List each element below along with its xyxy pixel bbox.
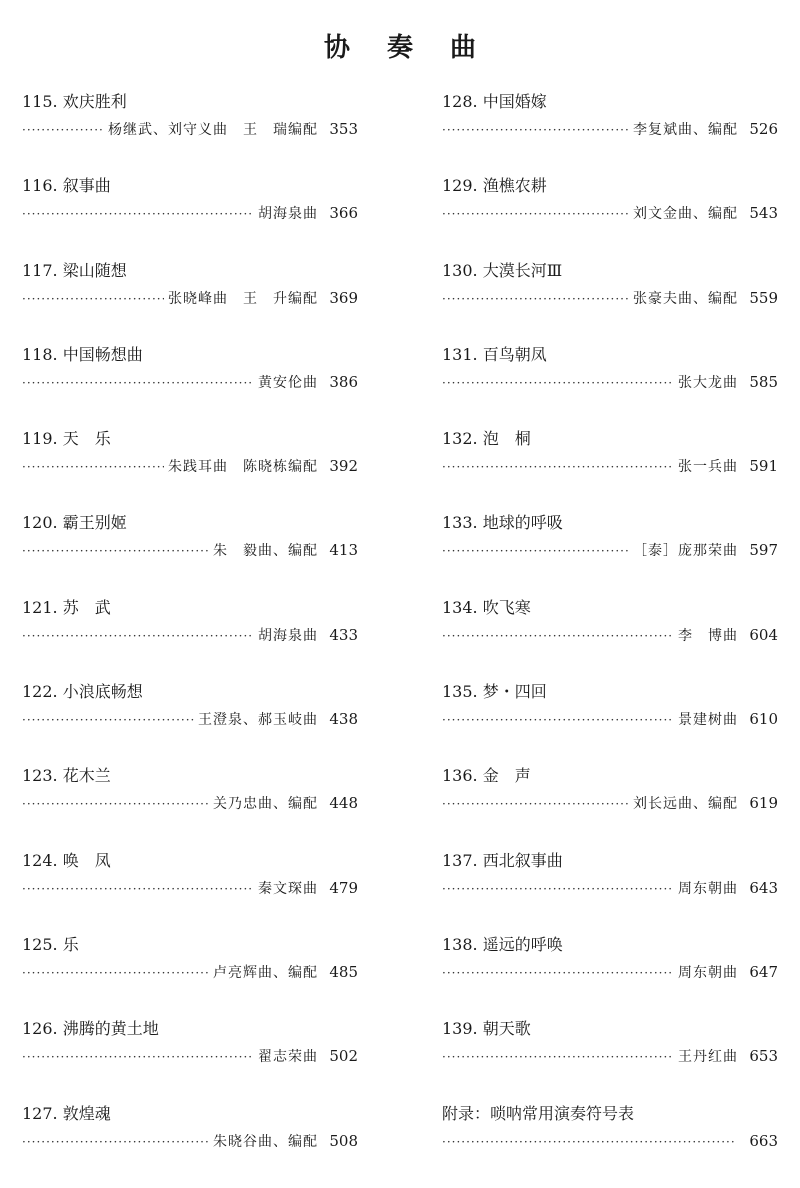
dot-leader xyxy=(442,118,629,142)
entry-credit: 胡海泉曲 xyxy=(258,627,318,644)
entry-page-number: 386 xyxy=(329,372,358,391)
toc-entry[interactable] xyxy=(22,764,358,848)
toc-entry[interactable] xyxy=(22,427,358,511)
page-title: 协 奏 曲 xyxy=(323,33,491,63)
entry-title: 116. 叙事曲 xyxy=(22,176,111,196)
entry-title: 121. 苏 武 xyxy=(22,597,111,617)
entry-page-number: 369 xyxy=(329,288,358,307)
entry-title: 129. 渔樵农耕 xyxy=(442,176,547,196)
entry-page-number: 366 xyxy=(329,204,358,223)
entry-line xyxy=(22,538,358,562)
entry-page-number: 653 xyxy=(749,1047,778,1066)
entry-credit: 景建树曲 xyxy=(678,712,738,729)
entry-page-number: 392 xyxy=(329,457,358,476)
entry-line xyxy=(442,1129,778,1153)
entry-page-number: 448 xyxy=(329,794,358,813)
toc-entry[interactable] xyxy=(22,849,358,933)
entry-line xyxy=(22,707,358,731)
entry-page-number: 647 xyxy=(749,962,778,981)
dot-leader xyxy=(442,539,629,563)
dot-leader xyxy=(22,118,104,142)
toc-entry[interactable] xyxy=(22,259,358,343)
toc-entry[interactable] xyxy=(442,174,778,258)
entry-credit: 秦文琛曲 xyxy=(258,880,318,897)
entry-line xyxy=(442,791,778,815)
toc-entry[interactable] xyxy=(442,90,778,174)
toc-entry[interactable] xyxy=(22,1102,358,1186)
entry-line xyxy=(22,370,358,394)
entry-page-number: 591 xyxy=(749,457,778,476)
dot-leader xyxy=(442,455,674,479)
entry-credit: 张大龙曲 xyxy=(678,374,738,391)
toc-entry[interactable] xyxy=(442,1017,778,1101)
entry-credit: 翟志荣曲 xyxy=(258,1049,318,1066)
entry-line xyxy=(22,117,358,141)
entry-title: 133. 地球的呼吸 xyxy=(442,513,563,533)
entry-title: 126. 沸腾的黄土地 xyxy=(22,1019,159,1039)
entry-credit: 周东朝曲 xyxy=(678,964,738,981)
entry-credit: ［泰］庞那荣曲 xyxy=(633,543,738,560)
entry-line xyxy=(442,960,778,984)
entry-page-number: 663 xyxy=(749,1131,778,1150)
entry-title: 137. 西北叙事曲 xyxy=(442,850,563,870)
dot-leader xyxy=(442,371,674,395)
entry-page-number: 643 xyxy=(749,878,778,897)
entry-title: 124. 唤 凤 xyxy=(22,850,111,870)
toc-entry[interactable] xyxy=(22,680,358,764)
entry-credit: 李复斌曲、编配 xyxy=(633,122,738,138)
entry-title: 132. 泡 桐 xyxy=(442,429,531,449)
entry-line xyxy=(442,623,778,647)
dot-leader xyxy=(442,287,629,311)
toc-entry[interactable] xyxy=(442,680,778,764)
dot-leader xyxy=(22,961,209,985)
entry-page-number: 610 xyxy=(749,710,778,729)
entry-page-number: 508 xyxy=(329,1131,358,1150)
entry-page-number: 479 xyxy=(329,878,358,897)
entry-page-number: 585 xyxy=(749,372,778,391)
toc-entry[interactable] xyxy=(22,90,358,174)
toc-entry[interactable] xyxy=(22,511,358,595)
dot-leader xyxy=(22,539,209,563)
entry-line xyxy=(442,707,778,731)
entry-credit: 朱 毅曲、编配 xyxy=(213,543,318,560)
dot-leader xyxy=(442,624,674,648)
entry-title: 附录：唢呐常用演奏符号表 xyxy=(442,1103,635,1123)
dot-leader xyxy=(442,961,674,985)
entry-line xyxy=(22,454,358,478)
entry-line xyxy=(22,1129,358,1153)
dot-leader xyxy=(22,792,209,816)
dot-leader xyxy=(22,1130,209,1154)
entry-title: 135. 梦・四回 xyxy=(442,682,547,702)
entry-credit: 王丹红曲 xyxy=(678,1049,738,1066)
entry-line xyxy=(22,1044,358,1068)
dot-leader xyxy=(22,624,254,648)
entry-credit: 朱践耳曲 陈晓栋编配 xyxy=(168,459,318,476)
entry-credit: 杨继武、刘守义曲 王 瑞编配 xyxy=(108,122,318,138)
entry-title: 118. 中国畅想曲 xyxy=(22,344,143,364)
entry-title: 122. 小浪底畅想 xyxy=(22,682,143,702)
entry-title: 127. 敦煌魂 xyxy=(22,1103,111,1123)
toc-entry[interactable] xyxy=(22,933,358,1017)
entry-page-number: 597 xyxy=(749,541,778,560)
entry-line xyxy=(442,286,778,310)
toc-entry[interactable] xyxy=(442,343,778,427)
toc-entry[interactable] xyxy=(22,343,358,427)
entry-page-number: 438 xyxy=(329,710,358,729)
dot-leader xyxy=(22,287,164,311)
entry-title: 136. 金 声 xyxy=(442,766,531,786)
entry-line xyxy=(442,117,778,141)
entry-credit: 胡海泉曲 xyxy=(258,206,318,223)
entry-title: 115. 欢庆胜利 xyxy=(22,92,127,111)
entry-line xyxy=(442,201,778,225)
toc-left-column xyxy=(22,90,358,1186)
dot-leader xyxy=(22,1045,254,1069)
entry-line xyxy=(442,538,778,562)
dot-leader xyxy=(442,708,674,732)
entry-credit: 周东朝曲 xyxy=(678,880,738,897)
entry-line xyxy=(442,370,778,394)
dot-leader xyxy=(22,877,254,901)
entry-line xyxy=(442,454,778,478)
toc-entry[interactable] xyxy=(442,259,778,343)
entry-title: 138. 遥远的呼唤 xyxy=(442,934,563,954)
entry-title: 119. 天 乐 xyxy=(22,429,111,449)
entry-line xyxy=(22,960,358,984)
entry-title: 123. 花木兰 xyxy=(22,766,111,786)
entry-credit: 王澄泉、郝玉岐曲 xyxy=(198,712,318,729)
toc-entry[interactable] xyxy=(442,849,778,933)
entry-line xyxy=(442,1044,778,1068)
entry-credit: 李 博曲 xyxy=(678,627,738,644)
entry-line xyxy=(22,791,358,815)
entry-line xyxy=(22,876,358,900)
dot-leader xyxy=(22,202,254,226)
entry-credit: 黄安伦曲 xyxy=(258,374,318,391)
dot-leader xyxy=(22,455,164,479)
entry-page-number: 559 xyxy=(749,288,778,307)
entry-page-number: 502 xyxy=(329,1047,358,1066)
dot-leader xyxy=(22,371,254,395)
toc-entry[interactable] xyxy=(442,511,778,595)
entry-page-number: 433 xyxy=(329,625,358,644)
entry-title: 120. 霸王别姬 xyxy=(22,513,127,533)
dot-leader xyxy=(442,1045,674,1069)
entry-line xyxy=(22,286,358,310)
toc-right-column xyxy=(442,90,778,1186)
entry-credit: 张豪夫曲、编配 xyxy=(633,290,738,307)
entry-title: 128. 中国婚嫁 xyxy=(442,92,547,111)
dot-leader xyxy=(442,1130,734,1154)
entry-title: 130. 大漠长河Ⅲ xyxy=(442,260,563,280)
entry-page-number: 604 xyxy=(749,625,778,644)
entry-title: 125. 乐 xyxy=(22,934,79,954)
dot-leader xyxy=(442,877,674,901)
entry-page-number: 485 xyxy=(329,962,358,981)
toc-entry[interactable] xyxy=(442,764,778,848)
entry-page-number: 543 xyxy=(749,204,778,223)
toc-entry[interactable] xyxy=(442,933,778,1017)
entry-page-number: 619 xyxy=(749,794,778,813)
entry-line xyxy=(442,876,778,900)
entry-credit: 刘文金曲、编配 xyxy=(633,206,738,223)
entry-page-number: 526 xyxy=(749,120,778,138)
entry-title: 134. 吹飞寒 xyxy=(442,597,531,617)
entry-credit: 朱晓谷曲、编配 xyxy=(213,1133,318,1150)
entry-title: 117. 梁山随想 xyxy=(22,260,127,280)
toc-entry[interactable] xyxy=(442,427,778,511)
toc-entry[interactable] xyxy=(22,596,358,680)
entry-credit: 张一兵曲 xyxy=(678,459,738,476)
dot-leader xyxy=(442,202,629,226)
toc-entry[interactable] xyxy=(22,174,358,258)
toc-entry[interactable] xyxy=(442,1102,778,1186)
entry-line xyxy=(22,623,358,647)
entry-title: 139. 朝天歌 xyxy=(442,1019,531,1039)
entry-credit: 张晓峰曲 王 升编配 xyxy=(168,290,318,307)
toc-entry[interactable] xyxy=(22,1017,358,1101)
toc-entry[interactable] xyxy=(442,596,778,680)
entry-credit: 卢亮辉曲、编配 xyxy=(213,964,318,981)
entry-page-number: 413 xyxy=(329,541,358,560)
entry-credit: 关乃忠曲、编配 xyxy=(213,796,318,813)
dot-leader xyxy=(442,792,629,816)
dot-leader xyxy=(22,708,194,732)
entry-line xyxy=(22,201,358,225)
entry-credit: 刘长远曲、编配 xyxy=(633,796,738,813)
entry-page-number: 353 xyxy=(329,120,358,138)
entry-title: 131. 百鸟朝凤 xyxy=(442,344,547,364)
